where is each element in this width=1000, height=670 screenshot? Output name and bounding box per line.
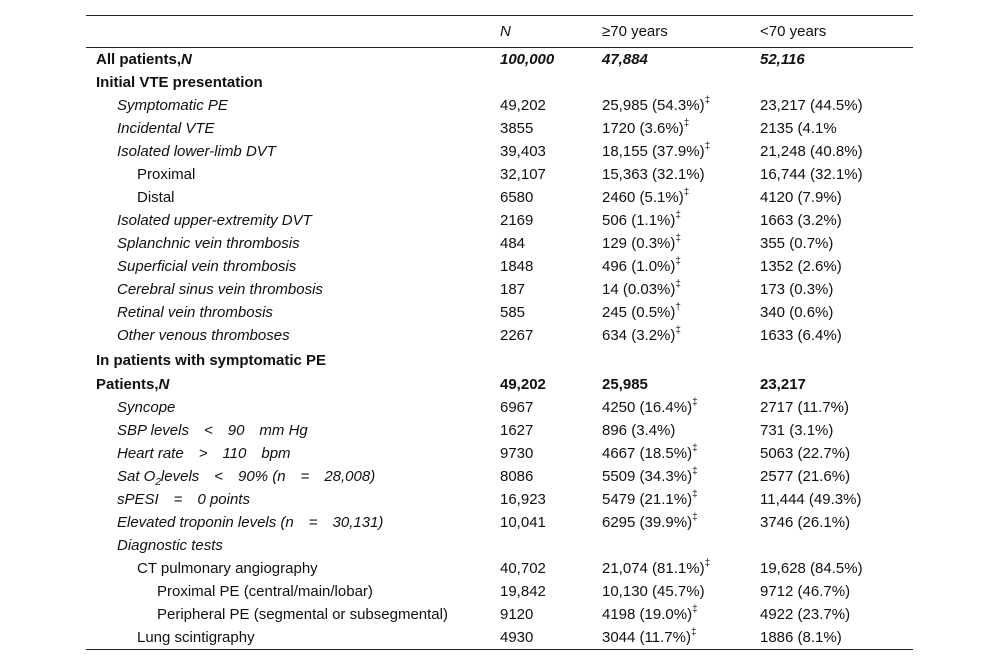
cell-n: 9120 bbox=[500, 606, 534, 623]
header-under-70: <70 years bbox=[760, 23, 827, 40]
cell-n: 49,202 bbox=[500, 376, 546, 393]
table-row bbox=[86, 396, 913, 419]
row-label: Retinal vein thrombosis bbox=[117, 304, 273, 321]
cell-n: 19,842 bbox=[500, 583, 546, 600]
row-label: Splanchnic vein thrombosis bbox=[117, 235, 300, 252]
cell-70-plus: 634 (3.2%)‡ bbox=[602, 325, 681, 344]
row-label: Cerebral sinus vein thrombosis bbox=[117, 281, 323, 298]
table-row bbox=[86, 488, 913, 511]
cell-70-plus: 4198 (19.0%)‡ bbox=[602, 604, 698, 623]
header-n: N bbox=[500, 23, 511, 40]
cell-under-70: 1352 (2.6%) bbox=[760, 258, 842, 275]
cell-under-70: 731 (3.1%) bbox=[760, 422, 834, 439]
cell-n: 3855 bbox=[500, 120, 534, 137]
table-row bbox=[86, 626, 913, 650]
row-label: Lung scintigraphy bbox=[137, 629, 255, 646]
cell-n: 484 bbox=[500, 235, 526, 252]
row-label: Proximal bbox=[137, 166, 196, 183]
cell-under-70: 1663 (3.2%) bbox=[760, 212, 842, 229]
table-row bbox=[86, 465, 913, 488]
table-row bbox=[86, 511, 913, 534]
cell-70-plus: 25,985 bbox=[602, 376, 648, 393]
row-label: SBP levels < 90 mm Hg bbox=[117, 422, 308, 439]
cell-under-70: 19,628 (84.5%) bbox=[760, 560, 863, 577]
cell-n: 9730 bbox=[500, 445, 534, 462]
table-row bbox=[86, 373, 913, 396]
row-label: Symptomatic PE bbox=[117, 97, 228, 114]
cell-under-70: 11,444 (49.3%) bbox=[760, 491, 862, 508]
cell-n: 2169 bbox=[500, 212, 534, 229]
cell-under-70: 16,744 (32.1%) bbox=[760, 166, 863, 183]
header-70-plus: ≥70 years bbox=[602, 23, 668, 40]
row-label: Sat $O_2levels$ < 90% (n = 28,008) bbox=[117, 468, 376, 488]
table-row bbox=[86, 442, 913, 465]
cell-under-70: 340 (0.6%) bbox=[760, 304, 834, 321]
cell-n: 40,702 bbox=[500, 560, 546, 577]
cell-n: 39,403 bbox=[500, 143, 546, 160]
cell-70-plus: 14 (0.03%)‡ bbox=[602, 279, 681, 298]
cell-under-70: 23,217 (44.5%) bbox=[760, 97, 863, 114]
row-label: Peripheral PE (segmental or subsegmental) bbox=[157, 606, 448, 623]
table-row bbox=[86, 580, 913, 603]
cell-under-70: 3746 (26.1%) bbox=[760, 514, 851, 531]
cell-n: 6967 bbox=[500, 399, 534, 416]
cell-under-70: 23,217 bbox=[760, 376, 806, 393]
cell-under-70: 4922 (23.7%) bbox=[760, 606, 851, 623]
cell-n: 49,202 bbox=[500, 97, 546, 114]
table-row bbox=[86, 117, 913, 140]
cell-under-70: 4120 (7.9%) bbox=[760, 189, 842, 206]
cell-70-plus: 4250 (16.4%)‡ bbox=[602, 397, 698, 416]
section-row bbox=[86, 71, 913, 94]
row-label: Incidental VTE bbox=[117, 120, 215, 137]
table-row bbox=[86, 209, 913, 232]
row-label: Patients,N bbox=[96, 376, 170, 393]
cell-under-70: 1633 (6.4%) bbox=[760, 327, 842, 344]
row-label: Superficial vein thrombosis bbox=[117, 258, 297, 275]
subsection-title: Diagnostic tests bbox=[117, 537, 223, 554]
cell-70-plus: 18,155 (37.9%)‡ bbox=[602, 141, 711, 160]
row-label: Syncope bbox=[117, 399, 176, 416]
section-row bbox=[86, 347, 913, 373]
header-row bbox=[86, 16, 913, 48]
cell-under-70: 5063 (22.7%) bbox=[760, 445, 851, 462]
cell-70-plus: 4667 (18.5%)‡ bbox=[602, 443, 698, 462]
table-row bbox=[86, 94, 913, 117]
cell-n: 4930 bbox=[500, 629, 534, 646]
table-row bbox=[86, 603, 913, 626]
cell-n: 100,000 bbox=[500, 51, 555, 68]
cell-under-70: 2717 (11.7%) bbox=[760, 399, 849, 416]
cell-70-plus: 245 (0.5%)† bbox=[602, 302, 681, 321]
row-label: sPESI = 0 points bbox=[117, 491, 250, 508]
cell-under-70: 9712 (46.7%) bbox=[760, 583, 851, 600]
cell-under-70: 1886 (8.1%) bbox=[760, 629, 842, 646]
cell-under-70: 2577 (21.6%) bbox=[760, 468, 851, 485]
row-label: Distal bbox=[137, 189, 175, 206]
results-table bbox=[86, 15, 913, 650]
table-row bbox=[86, 48, 913, 72]
subsection-row bbox=[86, 534, 913, 557]
cell-n: 8086 bbox=[500, 468, 534, 485]
cell-70-plus: 25,985 (54.3%)‡ bbox=[602, 95, 711, 114]
table-row bbox=[86, 163, 913, 186]
row-label: Proximal PE (central/main/lobar) bbox=[157, 583, 373, 600]
cell-n: 1848 bbox=[500, 258, 534, 275]
row-label: Other venous thromboses bbox=[117, 327, 290, 344]
cell-70-plus: 496 (1.0%)‡ bbox=[602, 256, 681, 275]
row-label: Isolated lower-limb DVT bbox=[117, 143, 276, 160]
row-label: CT pulmonary angiography bbox=[137, 560, 318, 577]
cell-70-plus: 506 (1.1%)‡ bbox=[602, 210, 681, 229]
cell-under-70: 355 (0.7%) bbox=[760, 235, 834, 252]
cell-under-70: 173 (0.3%) bbox=[760, 281, 834, 298]
cell-70-plus: 129 (0.3%)‡ bbox=[602, 233, 681, 252]
table-row bbox=[86, 301, 913, 324]
cell-n: 1627 bbox=[500, 422, 534, 439]
cell-n: 10,041 bbox=[500, 514, 546, 531]
cell-70-plus: 15,363 (32.1%) bbox=[602, 166, 705, 183]
cell-70-plus: 5509 (34.3%)‡ bbox=[602, 466, 698, 485]
section-title: In patients with symptomatic PE bbox=[96, 351, 327, 369]
cell-70-plus: 2460 (5.1%)‡ bbox=[602, 187, 690, 206]
cell-70-plus: 21,074 (81.1%)‡ bbox=[602, 558, 711, 577]
table-row bbox=[86, 324, 913, 347]
cell-70-plus: 1720 (3.6%)‡ bbox=[602, 118, 690, 137]
cell-n: 2267 bbox=[500, 327, 534, 344]
table-row bbox=[86, 419, 913, 442]
table-row bbox=[86, 186, 913, 209]
table-row bbox=[86, 232, 913, 255]
cell-n: 6580 bbox=[500, 189, 534, 206]
table-row bbox=[86, 140, 913, 163]
section-title: Initial VTE presentation bbox=[96, 74, 263, 91]
cell-70-plus: 10,130 (45.7%) bbox=[602, 583, 705, 600]
cell-under-70: 2135 (4.1% bbox=[760, 120, 837, 137]
cell-70-plus: 6295 (39.9%)‡ bbox=[602, 512, 698, 531]
cell-70-plus: 896 (3.4%) bbox=[602, 422, 676, 439]
row-label: Elevated troponin levels (n = 30,131) bbox=[117, 514, 384, 531]
cell-under-70: 21,248 (40.8%) bbox=[760, 143, 863, 160]
row-label: Heart rate > 110 bpm bbox=[117, 445, 291, 462]
cell-n: 16,923 bbox=[500, 491, 546, 508]
cell-under-70: 52,116 bbox=[760, 51, 805, 68]
row-label: Isolated upper-extremity DVT bbox=[117, 212, 312, 229]
table-row bbox=[86, 557, 913, 580]
cell-n: 32,107 bbox=[500, 166, 546, 183]
cell-70-plus: 47,884 bbox=[602, 51, 648, 68]
header-label bbox=[86, 16, 500, 48]
cell-70-plus: 3044 (11.7%)‡ bbox=[602, 627, 697, 646]
cell-70-plus: 5479 (21.1%)‡ bbox=[602, 489, 698, 508]
table-row bbox=[86, 255, 913, 278]
cell-n: 585 bbox=[500, 304, 526, 321]
cell-n: 187 bbox=[500, 281, 526, 298]
row-label: All patients,N bbox=[96, 51, 192, 68]
table-row bbox=[86, 278, 913, 301]
